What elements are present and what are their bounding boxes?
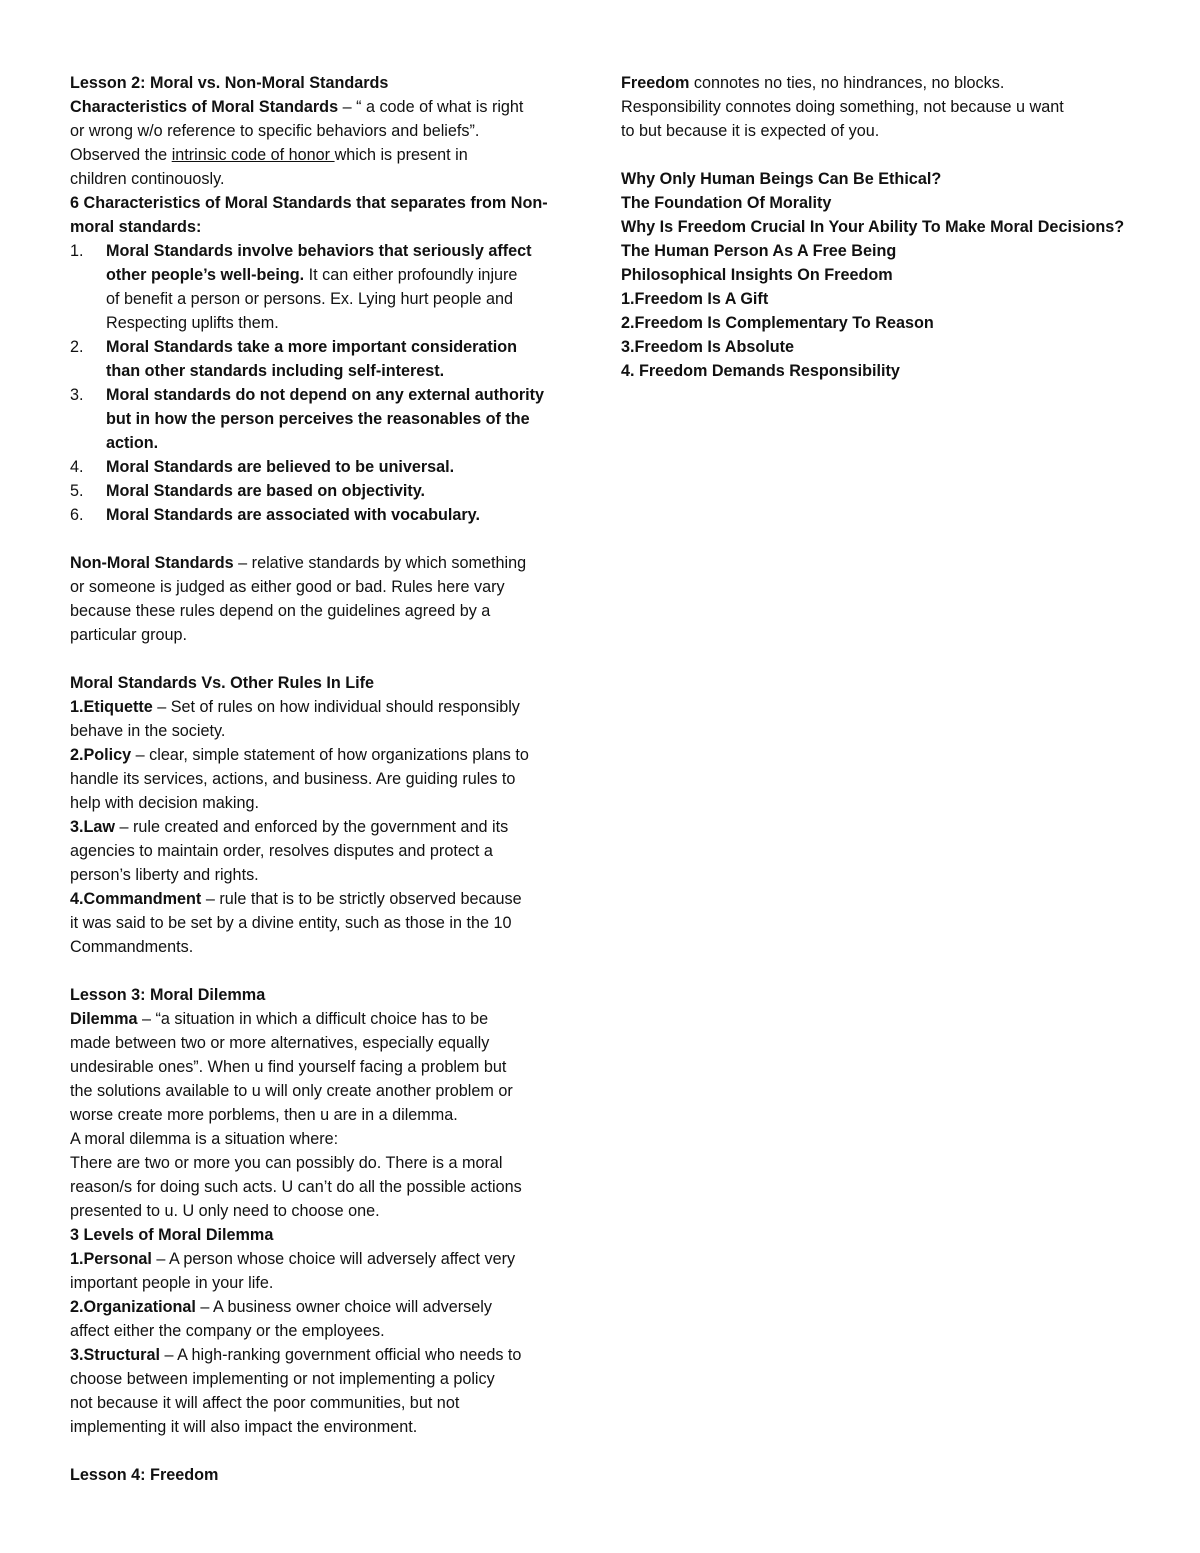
text-line: presented to u. U only need to choose one. xyxy=(70,1202,380,1220)
freedom-definition: Freedom connotes no ties, no hindrances, no blocks. xyxy=(621,74,1005,92)
levels-heading: 3 Levels of Moral Dilemma xyxy=(70,1226,274,1244)
characteristics-definition: Characteristics of Moral Standards – “ a code of what is right xyxy=(70,98,524,116)
law-entry: 3.Law – rule created and enforced by the government and its xyxy=(70,818,509,836)
text-line: the solutions available to u will only create another problem or xyxy=(70,1082,513,1100)
text-line: Responsibility connotes doing something, not because u want xyxy=(621,98,1064,116)
list-item: 1. Moral Standards involve behaviors that seriously affect other people’s well-being. It can either profoundly injure of benefit a person or persons. Ex. Lying hurt people and Respecting uplifts them. xyxy=(70,239,582,335)
text-line: undesirable ones”. When u find yourself facing a problem but xyxy=(70,1058,507,1076)
organizational-entry: 2.Organizational – A business owner choice will adversely xyxy=(70,1298,492,1316)
text-line: it was said to be set by a divine entity, such as those in the 10 xyxy=(70,914,512,932)
text-line: not because it will affect the poor communities, but not xyxy=(70,1394,460,1412)
personal-entry: 1.Personal – A person whose choice will adversely affect very xyxy=(70,1250,516,1268)
text-line: Commandments. xyxy=(70,938,194,956)
text-line: A moral dilemma is a situation where: xyxy=(70,1130,339,1148)
etiquette-entry: 1.Etiquette – Set of rules on how individual should responsibly xyxy=(70,698,520,716)
heading: The Foundation Of Morality xyxy=(621,194,832,212)
text-line: person’s liberty and rights. xyxy=(70,866,259,884)
freedom-insight: 4. Freedom Demands Responsibility xyxy=(621,362,900,380)
heading: The Human Person As A Free Being xyxy=(621,242,897,260)
non-moral-definition: Non-Moral Standards – relative standards by which something xyxy=(70,554,527,572)
list-item: 3. Moral standards do not depend on any external authority but in how the person perceives the reasonables of the action. xyxy=(70,383,582,455)
six-characteristics-heading-cont: moral standards: xyxy=(70,218,202,236)
moral-vs-rules-heading: Moral Standards Vs. Other Rules In Life xyxy=(70,674,375,692)
list-number: 5. xyxy=(70,482,84,500)
freedom-insight: 1.Freedom Is A Gift xyxy=(621,290,769,308)
text-line: because these rules depend on the guidelines agreed by a xyxy=(70,602,491,620)
list-item: 5. Moral Standards are based on objectivity. xyxy=(70,479,582,503)
policy-entry: 2.Policy – clear, simple statement of how organizations plans to xyxy=(70,746,529,764)
list-number: 6. xyxy=(70,506,84,524)
six-characteristics-heading: 6 Characteristics of Moral Standards that separates from Non- xyxy=(70,194,548,212)
non-moral-term: Non-Moral Standards xyxy=(70,554,234,572)
list-number: 2. xyxy=(70,338,84,356)
heading: Why Only Human Beings Can Be Ethical? xyxy=(621,170,942,188)
dilemma-definition: Dilemma – “a situation in which a difficult choice has to be xyxy=(70,1010,489,1028)
list-number: 4. xyxy=(70,458,84,476)
intrinsic-code-line: Observed the intrinsic code of honor which is present in xyxy=(70,146,468,164)
structural-entry: 3.Structural – A high-ranking government official who needs to xyxy=(70,1346,522,1364)
left-column xyxy=(70,71,582,1487)
commandment-entry: 4.Commandment – rule that is to be strictly observed because xyxy=(70,890,522,908)
text-line: worse create more porblems, then u are in a dilemma. xyxy=(70,1106,458,1124)
text-line: particular group. xyxy=(70,626,187,644)
text-line: behave in the society. xyxy=(70,722,226,740)
text-line: There are two or more you can possibly do. There is a moral xyxy=(70,1154,503,1172)
text-line: choose between implementing or not implementing a policy xyxy=(70,1370,495,1388)
intrinsic-code-underlined: intrinsic code of honor xyxy=(171,146,335,164)
list-number: 1. xyxy=(70,242,84,260)
text-line: help with decision making. xyxy=(70,794,259,812)
lesson-4-title: Lesson 4: Freedom xyxy=(70,1466,219,1484)
text-line: to but because it is expected of you. xyxy=(621,122,880,140)
text-line: or wrong w/o reference to specific behaviors and beliefs”. xyxy=(70,122,480,140)
characteristics-list xyxy=(70,239,582,527)
list-number: 3. xyxy=(70,386,84,404)
list-item: 6. Moral Standards are associated with vocabulary. xyxy=(70,503,582,527)
freedom-insight: 2.Freedom Is Complementary To Reason xyxy=(621,314,934,332)
text-line: agencies to maintain order, resolves disputes and protect a xyxy=(70,842,493,860)
lesson-2-title: Lesson 2: Moral vs. Non-Moral Standards xyxy=(70,74,389,92)
list-item: 4. Moral Standards are believed to be universal. xyxy=(70,455,582,479)
text-line: reason/s for doing such acts. U can’t do all the possible actions xyxy=(70,1178,522,1196)
right-column xyxy=(621,71,1161,383)
text-line: or someone is judged as either good or bad. Rules here vary xyxy=(70,578,505,596)
text-line: handle its services, actions, and business. Are guiding rules to xyxy=(70,770,516,788)
heading: Why Is Freedom Crucial In Your Ability To Make Moral Decisions? xyxy=(621,218,1125,236)
characteristics-term: Characteristics of Moral Standards xyxy=(70,98,339,116)
text-line: made between two or more alternatives, especially equally xyxy=(70,1034,490,1052)
text-line: affect either the company or the employees. xyxy=(70,1322,385,1340)
text-line: important people in your life. xyxy=(70,1274,274,1292)
text-line: implementing it will also impact the environment. xyxy=(70,1418,418,1436)
text-line: children continouosly. xyxy=(70,170,225,188)
heading: Philosophical Insights On Freedom xyxy=(621,266,893,284)
list-item: 2. Moral Standards take a more important consideration than other standards including self-interest. xyxy=(70,335,582,383)
lesson-3-title: Lesson 3: Moral Dilemma xyxy=(70,986,266,1004)
freedom-insight: 3.Freedom Is Absolute xyxy=(621,338,795,356)
